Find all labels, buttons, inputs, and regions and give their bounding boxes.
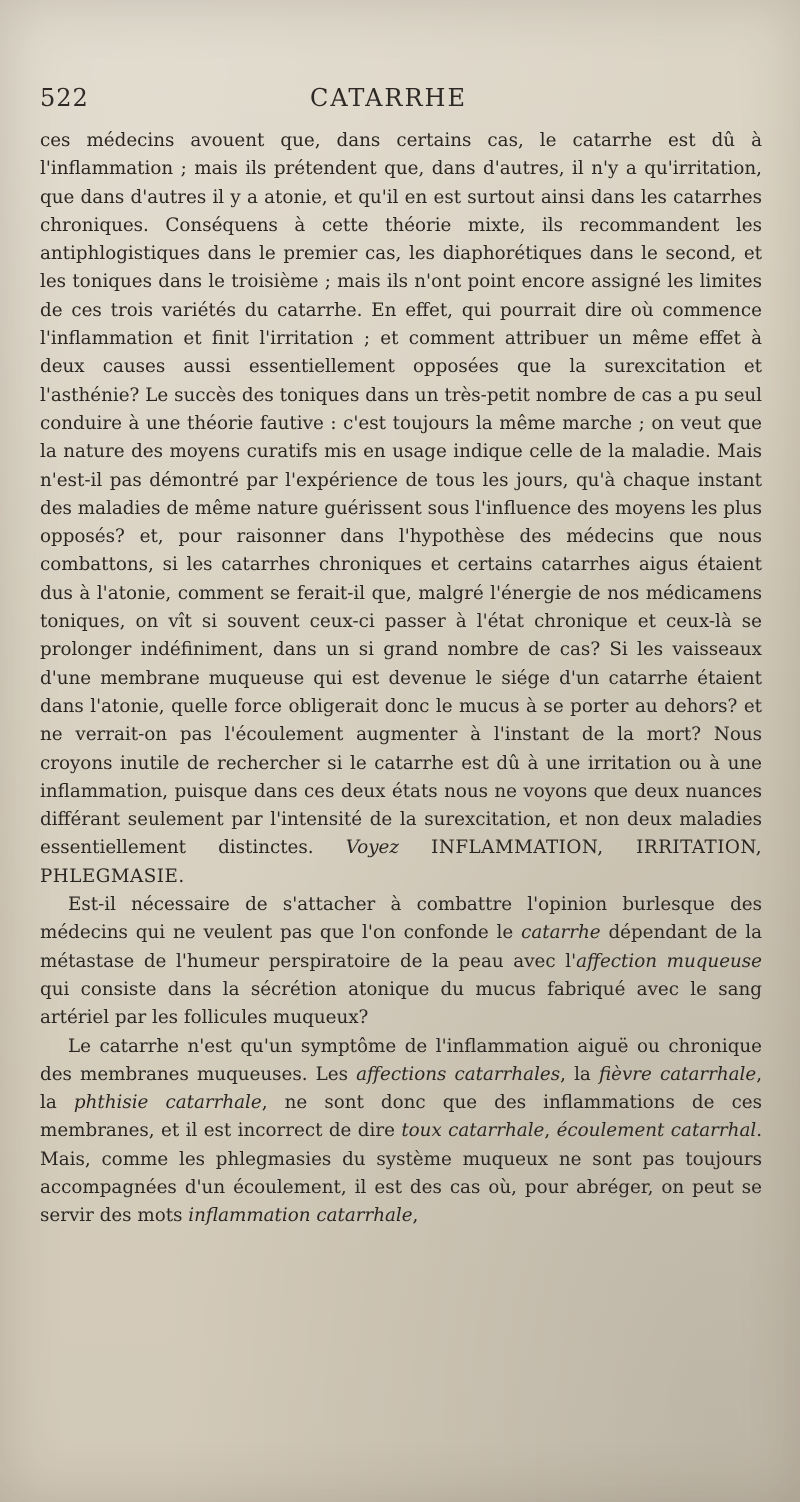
paragraph-3-italic-3: phthisie catarrhale	[73, 1092, 262, 1114]
paragraph-3-text-4: , ne sont donc que des inflammations de ces membranes, et il est incorrect de dire	[40, 1092, 763, 1142]
paragraph-3-text-1: Le catarrhe n'est qu'un symptôme de l'inflammation aiguë ou chronique des membranes muqueuses. Les	[40, 1035, 762, 1085]
voyez-label: Voyez	[345, 837, 399, 859]
paragraph-3-italic-6: inflammation catarrhale	[188, 1205, 413, 1227]
paragraph-2-text-1: Est-il nécessaire de s'attacher à combattre l'opinion burlesque des médecins qui ne veulent pas que l'on confonde le	[40, 894, 762, 944]
paragraph-2-italic-2: affection muqueuse	[576, 950, 763, 972]
paragraph-3	[40, 1033, 762, 1231]
paragraph-2	[40, 891, 762, 1032]
paragraph-1	[40, 127, 762, 891]
page-number: 522	[40, 84, 89, 112]
paragraph-1-text: ces médecins avouent que, dans certains cas, le catarrhe est dû à l'inflammation ; mais ils prétendent que, dans d'autres, il n'y a qu'irritation, que dans d'autres il y a atonie, et qu'il en est surtout ainsi dans les catarrhes chroniques. Conséquens à cette théorie mixte, ils recommandent les antiphlogistiques dans le premier cas, les diaphorétiques dans le second, et les toniques dans le troisième ; mais ils n'ont point encore assigné les limites de ces trois variétés du catarrhe. En effet, qui pourrait dire où commence l'inflammation et finit l'irritation ; et comment attribuer un même effet à deux causes aussi essentiellement opposées que la surexcitation et l'asthénie? Le succès des toniques dans un très-petit nombre de cas a pu seul conduire à une théorie fautive : c'est toujours la même marche ; on veut que la nature des moyens curatifs mis en usage indique celle de la maladie. Mais n'est-il pas démontré par l'expérience de tous les jours, qu'à chaque instant des maladies de même nature guérissent sous l'influence des moyens les plus opposés? et, pour raisonner dans l'hypothèse des médecins que nous combattons, si les catarrhes chroniques et certains catarrhes aigus étaient dus à l'atonie, comment se ferait-il que, malgré l'énergie de nos médicamens toniques, on vît si souvent ceux-ci passer à l'état chronique et ceux-là se prolonger indéfiniment, dans un si grand nombre de cas? Si les vaisseaux d'une membrane muqueuse qui est devenue le siége d'un catarrhe étaient dans l'atonie, quelle force obligerait donc le mucus à se porter au dehors? et ne verrait-on pas l'écoulement augmenter à l'instant de la mort? Nous croyons inutile de rechercher si le catarrhe est dû à une irritation ou à une inflammation, puisque dans ces deux états nous ne voyons que deux nuances différant seulement par l'intensité de la surexcitation, et non deux maladies essentiellement distinctes.	[40, 130, 762, 859]
paragraph-3-text-6: . Mais, comme les phlegmasies du système muqueux ne sont pas toujours accompagnées d'un écoulement, il est des cas où, pour abréger, on peut se servir des mots	[40, 1120, 762, 1227]
running-head: CATARRHE	[310, 84, 467, 112]
body-text	[40, 127, 762, 1231]
cross-references: INFLAMMATION, IRRITATION, PHLEGMASIE.	[40, 837, 763, 887]
paragraph-3-italic-1: affections catarrhales	[356, 1063, 561, 1085]
paragraph-3-italic-2: fièvre catarrhale	[598, 1063, 757, 1085]
paragraph-3-text-3: , la	[40, 1063, 763, 1114]
paragraph-2-text-2: dépendant de la métastase de l'humeur perspiratoire de la peau avec l'	[40, 922, 762, 972]
paragraph-2-text-3: qui consiste dans la sécrétion atonique du mucus fabriqué avec le sang artériel par les follicules muqueux?	[40, 978, 762, 1029]
paragraph-3-italic-4: toux catarrhale	[401, 1120, 545, 1142]
paragraph-2-italic-1: catarrhe	[521, 922, 601, 944]
paragraph-3-text-2: , la	[560, 1063, 591, 1085]
page-header	[40, 84, 758, 118]
paragraph-3-text-5: ,	[544, 1120, 551, 1142]
paragraph-3-text-7: ,	[412, 1205, 419, 1227]
paragraph-3-italic-5: écoulement catarrhal	[556, 1120, 757, 1142]
